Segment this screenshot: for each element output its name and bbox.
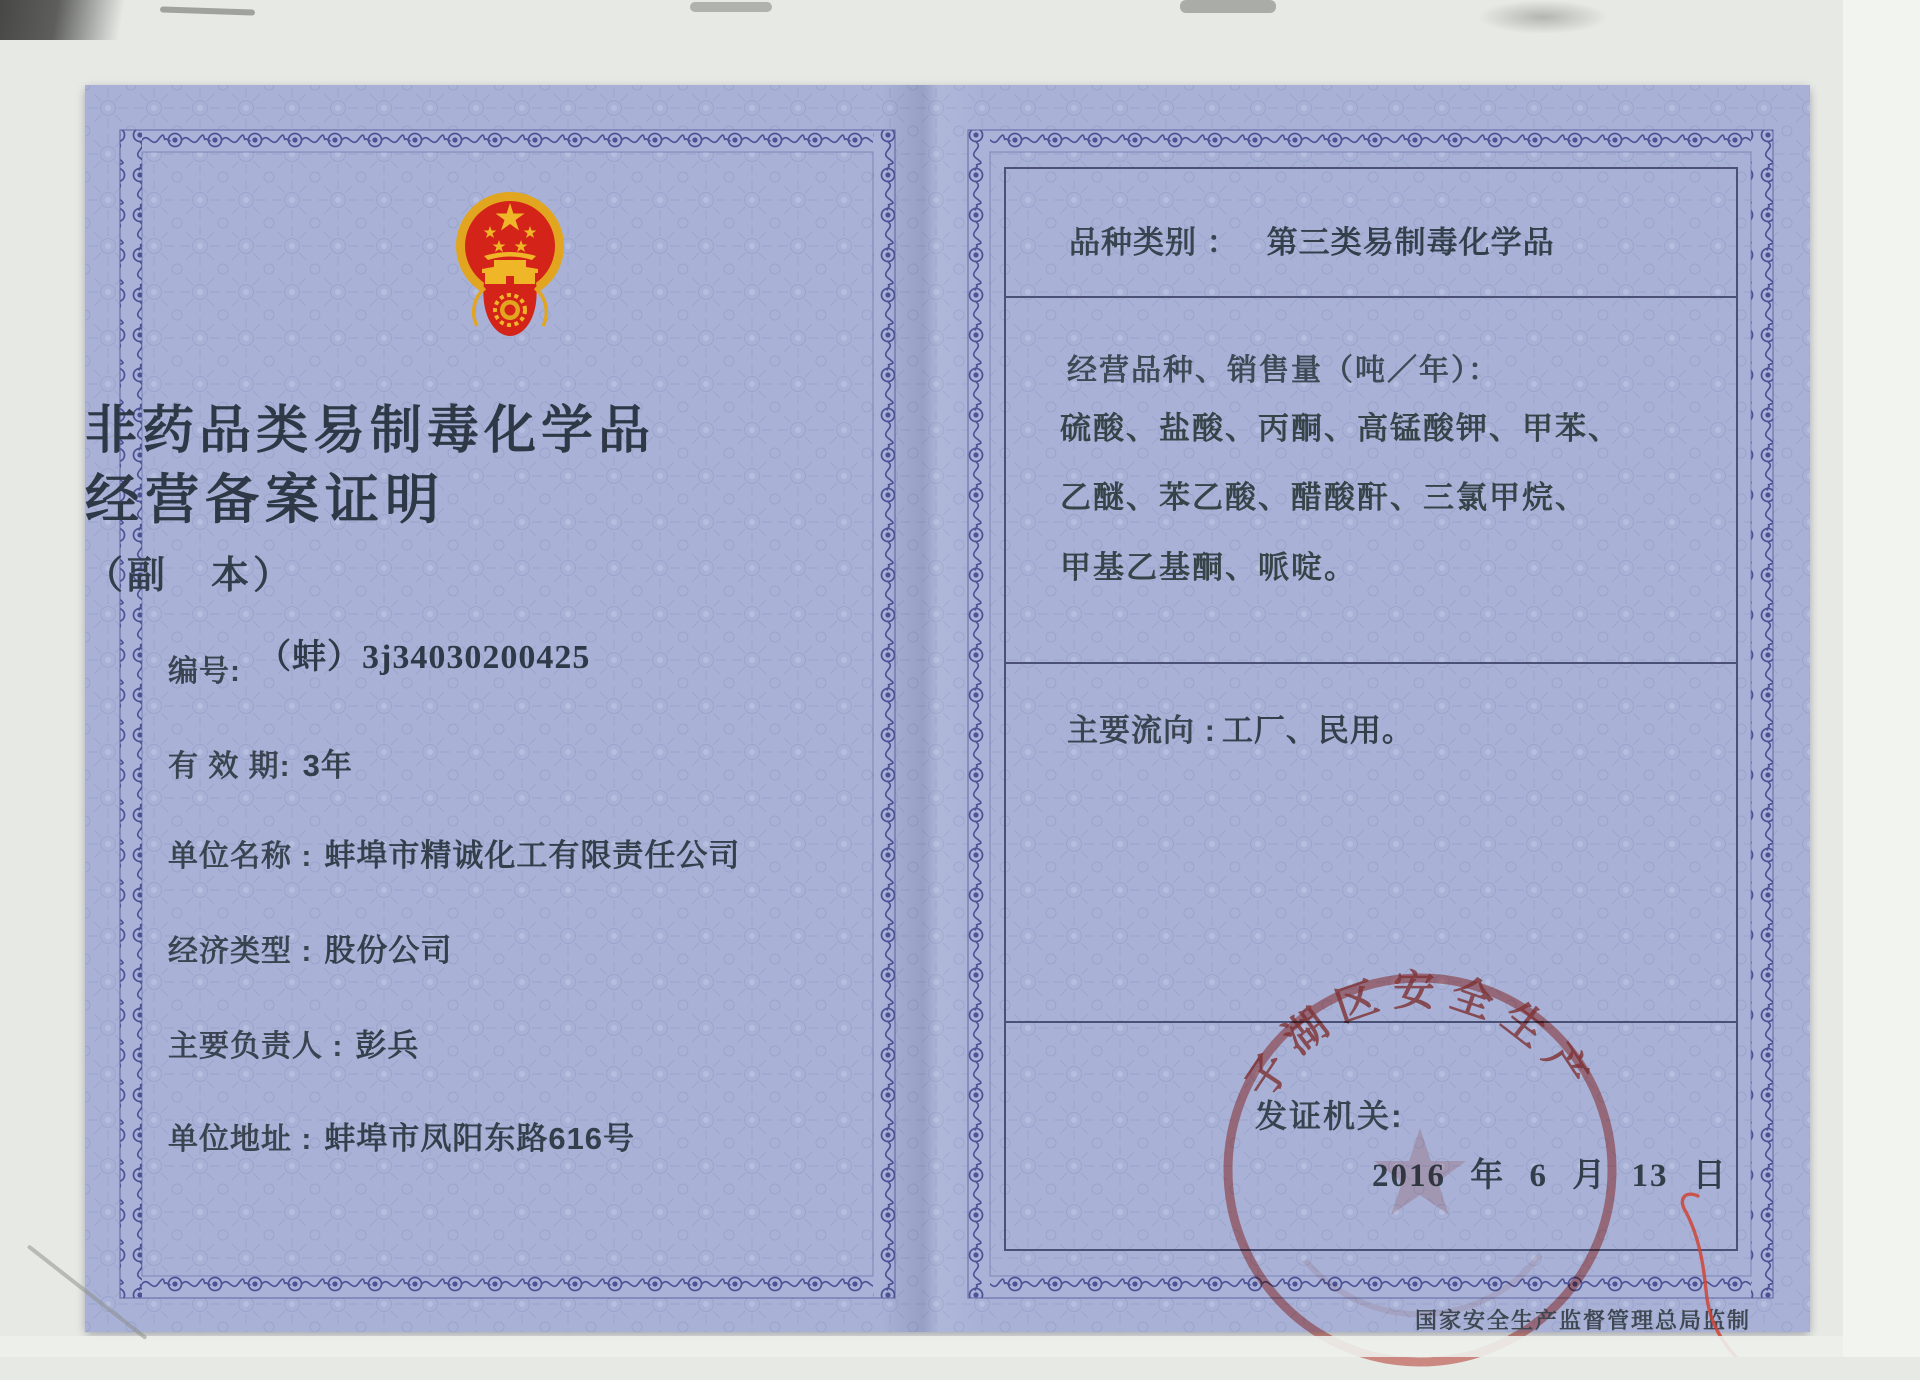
products-header: 经营品种、销售量（吨／年）： — [1067, 354, 1500, 387]
issuer-label: 发证机关: — [1255, 1098, 1404, 1134]
field-number-label: 编号: — [168, 655, 241, 688]
field-address-value: 蚌埠市凤阳东路616号 — [324, 1121, 636, 1156]
national-emblem — [454, 184, 566, 339]
scan-artifact-top-smudge-1 — [690, 2, 772, 12]
svg-text:子湖区安全生产 — [1236, 967, 1604, 1106]
field-category-label: 品种类别 ： — [1069, 225, 1239, 260]
field-category-value: 第三类易制毒化学品 — [1266, 225, 1555, 260]
field-company-value: 蚌埠市精诚化工有限责任公司 — [324, 838, 741, 873]
certificate-title-line2: 经营备案证明 — [85, 470, 445, 530]
scan-artifact-top-left — [0, 0, 160, 40]
field-address — [168, 1113, 635, 1158]
field-economic-type-value: 股份公司 — [324, 933, 453, 968]
scan-artifact-top-smudge-2 — [1180, 0, 1276, 13]
field-main-flow-label: 主要流向 : — [1067, 713, 1216, 748]
products-line-2: 乙醚、苯乙酸、醋酸酐、三氯甲烷、 — [1060, 480, 1588, 515]
certificate-title-line1: 非药品类易制毒化学品 — [85, 402, 656, 460]
scan-artifact-top-right — [1478, 0, 1608, 34]
stamp-arc-text: 子湖区安全生产 — [1236, 967, 1604, 1106]
certificate-subtitle-duplicate: （副 本） — [85, 555, 296, 597]
field-company-label: 单位名称 : — [168, 840, 313, 873]
field-principal-value: 彭兵 — [355, 1028, 420, 1063]
field-validity-label: 有 效 期: — [168, 750, 291, 783]
issue-date: 2016 年 6 月 13 日 — [1372, 1158, 1728, 1194]
certificate-sheet — [85, 85, 1810, 1332]
field-company-name — [168, 830, 740, 875]
field-category — [1069, 217, 1555, 262]
red-pen-mark — [1640, 1140, 1780, 1357]
field-address-label: 单位地址 : — [168, 1123, 313, 1156]
field-number-value: （蚌）3j34030200425 — [257, 639, 591, 676]
field-main-flow-value: 工厂、民用。 — [1221, 713, 1414, 748]
field-principal — [168, 1020, 419, 1065]
field-main-flow — [1067, 705, 1414, 750]
scan-margin-right — [1843, 0, 1920, 1357]
field-validity-value: 3年 — [302, 748, 353, 783]
products-line-3: 甲基乙基酮、哌啶。 — [1060, 550, 1357, 585]
footer-imprint: 国家安全生产监督管理总局监制 — [1415, 1308, 1752, 1333]
field-principal-label: 主要负责人 : — [168, 1030, 344, 1063]
products-line-1: 硫酸、盐酸、丙酮、高锰酸钾、甲苯、 — [1060, 411, 1621, 446]
field-economic-type — [168, 925, 452, 970]
stamp-star — [1374, 1128, 1466, 1215]
field-number — [168, 639, 591, 691]
scan-artifact-top-streak — [160, 6, 255, 15]
field-validity — [168, 740, 353, 785]
field-economic-type-label: 经济类型 : — [168, 935, 313, 968]
